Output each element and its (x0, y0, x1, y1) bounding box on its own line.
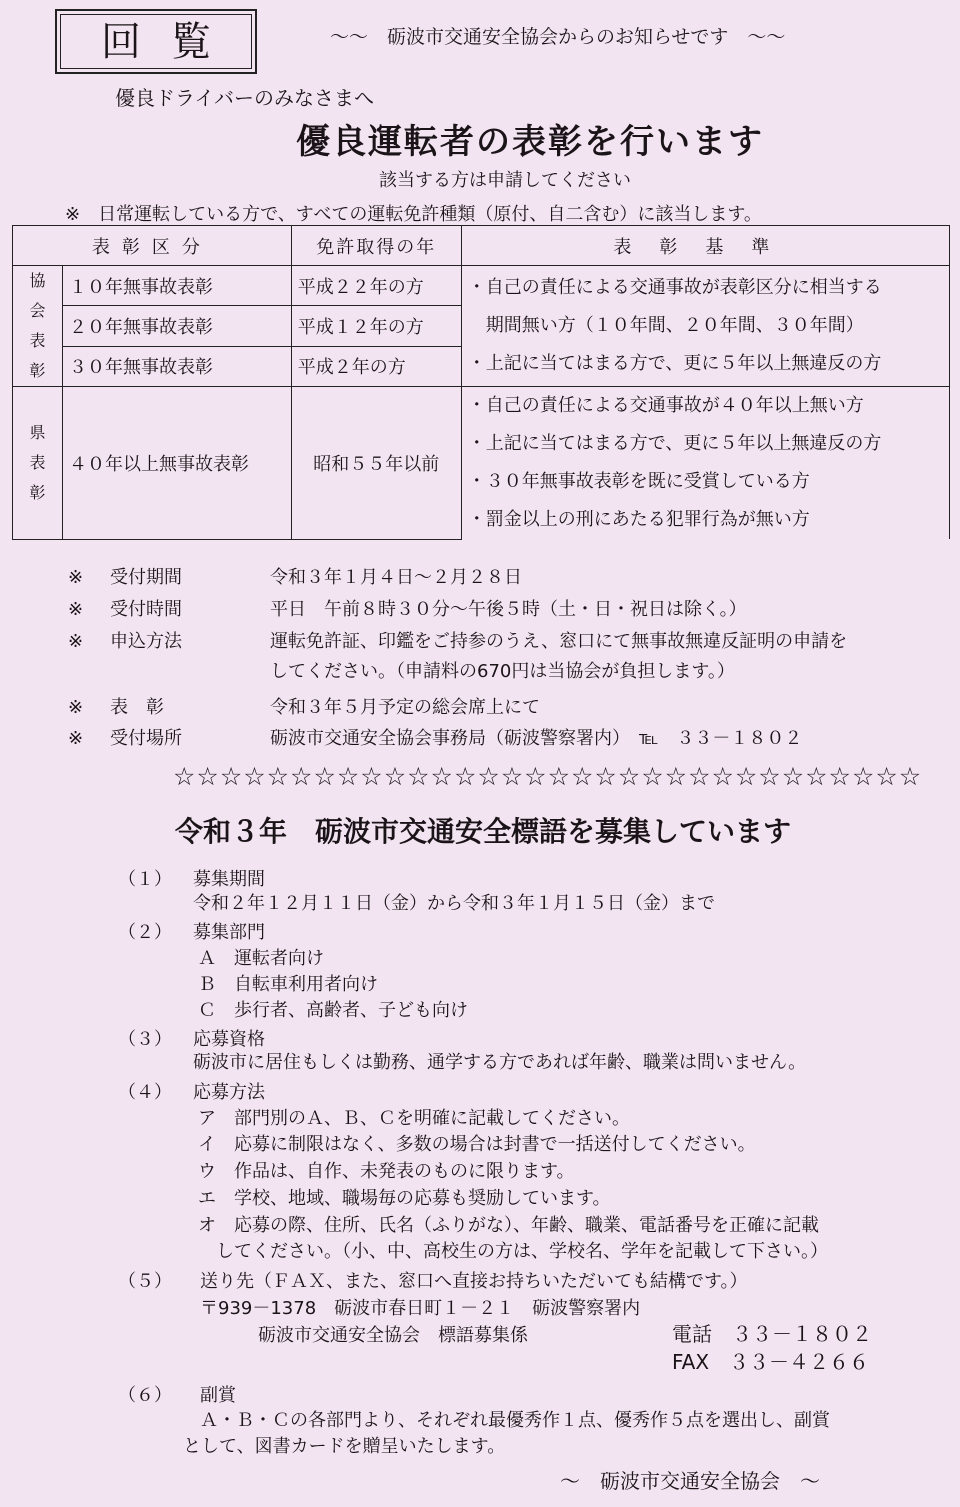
signature: ～ 砺波市交通安全協会 ～ (560, 1469, 820, 1493)
s4-label: 応募方法 (193, 1082, 265, 1103)
s5-tel: 電話 ３３－１８０２ (672, 1322, 872, 1346)
info-reception-hours-value: 平日 午前８時３０分～午後５時（土・日・祝日は除く。） (270, 599, 747, 620)
s2-line: Ａ 運転者向け (198, 948, 324, 969)
s1-label: 募集期間 (193, 869, 265, 890)
s5-label: 送り先（ＦＡＸ、また、窓口へ直接お持ちいただいても結構です。） (200, 1271, 748, 1292)
s3-num: （３） (118, 1029, 172, 1050)
s5-num: （５） (118, 1271, 172, 1292)
s4-line: ア 部門別のＡ、Ｂ、Ｃを明確に記載してください。 (198, 1108, 630, 1129)
year-cell: 平成２年の方 (291, 346, 461, 386)
s2-num: （２） (118, 922, 172, 943)
addressee-line: 優良ドライバーのみなさまへ (115, 86, 374, 110)
category-cell: ３０年無事故表彰 (63, 346, 292, 386)
info-application-method-cont: してください。（申請料の670円は当協会が負担します。） (270, 661, 735, 682)
info-reception-period: ※ 受付期間 (68, 567, 182, 588)
s4-num: （４） (118, 1082, 172, 1103)
category-cell: １０年無事故表彰 (63, 266, 292, 306)
s4-line: ウ 作品は、自作、未発表のものに限ります。 (198, 1161, 575, 1182)
star-divider: ☆☆☆☆☆☆☆☆☆☆☆☆☆☆☆☆☆☆☆☆☆☆☆☆☆☆☆☆☆☆☆☆ (173, 762, 923, 791)
award-title: 優良運転者の表彰を行います (296, 122, 764, 162)
info-reception-hours: ※ 受付時間 (68, 599, 182, 620)
info-reception-period-value: 令和３年１月４日～２月２８日 (270, 567, 522, 588)
award-criteria-table (12, 225, 950, 540)
s5-org: 砺波市交通安全協会 標語募集係 (258, 1325, 528, 1346)
info-application-method-value: 運転免許証、印鑑をご持参のうえ、窓口にて無事故無違反証明の申請を (270, 631, 848, 652)
notice-heading: ～～ 砺波市交通安全協会からのお知らせです ～～ (330, 26, 786, 48)
award-note: ※ 日常運転している方で、すべての運転免許種類（原付、自二含む）に該当します。 (65, 204, 762, 225)
s6-line: Ａ・Ｂ・Ｃの各部門より、それぞれ最優秀作１点、優秀作５点を選出し、副賞 (200, 1410, 830, 1431)
header-criteria: 表彰基準 (461, 226, 949, 266)
header-category: 表彰区分 (13, 226, 292, 266)
circulation-stamp (55, 9, 257, 74)
s2-line: Ｃ 歩行者、高齢者、子ども向け (198, 1000, 468, 1021)
year-cell: 昭和５５年以前 (291, 387, 461, 540)
s4-line: オ 応募の際、住所、氏名（ふりがな）、年齢、職業、電話番号を正確に記載 (198, 1215, 819, 1236)
s3-label: 応募資格 (193, 1029, 265, 1050)
s5-fax: FAX ３３－４２６６ (672, 1350, 870, 1374)
s6-line: として、図書カードを贈呈いたします。 (183, 1436, 506, 1457)
slogan-title: 令和３年 砺波市交通安全標語を募集しています (175, 815, 792, 848)
circulation-label: 回覧 (60, 14, 252, 69)
table-row (13, 387, 950, 540)
info-reception-place: ※ 受付場所 (68, 728, 182, 749)
s2-line: Ｂ 自転車利用者向け (198, 974, 378, 995)
s1-num: （１） (118, 869, 172, 890)
s1-line: 令和２年１２月１１日（金）から令和３年１月１５日（金）まで (193, 893, 715, 914)
header-license-year: 免許取得の年 (291, 226, 461, 266)
s5-address: 〒939－1378 砺波市春日町１－２１ 砺波警察署内 (200, 1298, 641, 1319)
s4-line: イ 応募に制限はなく、多数の場合は封書で一括送付してください。 (198, 1134, 756, 1155)
table-row (13, 266, 950, 306)
s6-num: （６） (118, 1385, 172, 1406)
year-cell: 平成２２年の方 (291, 266, 461, 306)
s4-line: してください。（小、中、高校生の方は、学校名、学年を記載して下さい。） (198, 1241, 828, 1262)
group-label-prefecture: 県 表 彰 (13, 387, 63, 540)
year-cell: 平成１２年の方 (291, 306, 461, 346)
info-award-ceremony-value: 令和３年５月予定の総会席上にて (270, 697, 540, 718)
category-cell: ２０年無事故表彰 (63, 306, 292, 346)
info-application-method: ※ 申込方法 (68, 631, 182, 652)
s4-line: エ 学校、地域、職場毎の応募も奨励しています。 (198, 1188, 611, 1209)
table-header-row (13, 226, 950, 266)
category-cell: ４０年以上無事故表彰 (63, 387, 292, 540)
group-label-association: 協 会 表 彰 (13, 266, 63, 387)
s3-line: 砺波市に居住もしくは勤務、通学する方であれば年齢、職業は問いません。 (193, 1052, 807, 1073)
info-reception-place-value: 砺波市交通安全協会事務局（砺波警察署内） ℡ ３３－１８０２ (270, 728, 803, 749)
s2-label: 募集部門 (193, 922, 265, 943)
criteria-cell-prefecture: ・自己の責任による交通事故が４０年以上無い方 ・上記に当てはまる方で、更に５年以上無違反の方 ・３０年無事故表彰を既に受賞している方 ・罰金以上の刑にあたる犯罪行為が無い方 (461, 387, 949, 540)
s6-label: 副賞 (200, 1385, 236, 1406)
info-award-ceremony: ※ 表 彰 (68, 697, 164, 718)
criteria-cell-association: ・自己の責任による交通事故が表彰区分に相当する 期間無い方（１０年間、２０年間、３０年間） ・上記に当てはまる方で、更に５年以上無違反の方 (461, 266, 949, 387)
award-subtitle: 該当する方は申請してください (379, 170, 631, 191)
